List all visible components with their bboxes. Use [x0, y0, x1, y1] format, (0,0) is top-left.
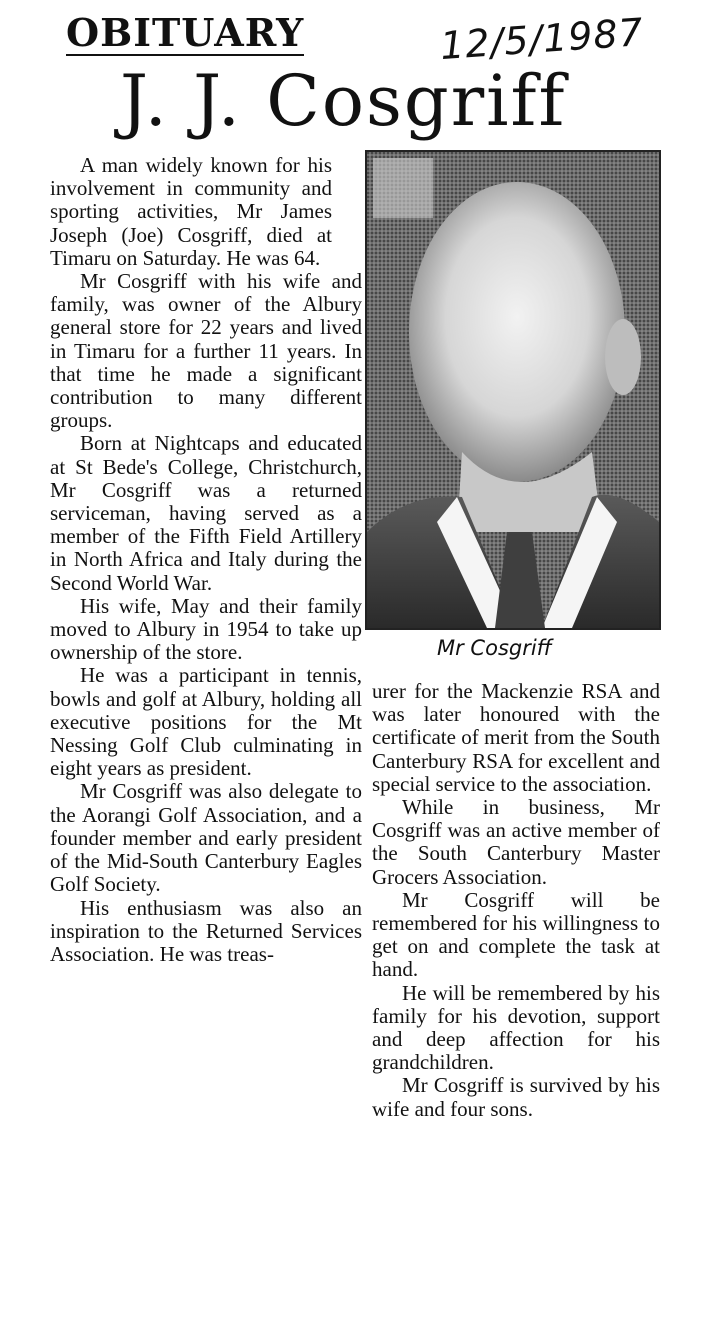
photo-caption: Mr Cosgriff: [437, 636, 552, 660]
paragraph: Mr Cosgriff with his wife and family, was owner of the Albury general store for 22 years and lived in Timaru for a further 11 years. In that time he made a significant contribution to many different groups.: [50, 269, 362, 433]
handwritten-date: 12/5/1987: [438, 9, 646, 69]
paragraph: Mr Cosgriff is survived by his wife and four sons.: [372, 1073, 660, 1121]
portrait-image: [367, 152, 659, 628]
paragraph: His wife, May and their family moved to Albury in 1954 to take up ownership of the store.: [50, 593, 362, 665]
article-column-2: [372, 680, 660, 1121]
paragraph: He will be remembered by his family for his devotion, support and deep affection for his grandchildren.: [372, 980, 660, 1075]
portrait-photo: [365, 150, 661, 630]
paragraph: Mr Cosgriff was also delegate to the Aorangi Golf Association, and a founder member and early president of the Mid-South Canterbury Eagles Golf Society.: [50, 779, 362, 897]
headline: J. J. Cosgriff: [120, 60, 567, 142]
paragraph: His enthusiasm was also an inspiration to the Returned Services Association. He was treas-: [50, 895, 362, 966]
paragraph: A man widely known for his involvement in community and sporting activities, Mr James Joseph (Joe) Cosgriff, died at Timaru on Saturday. He was 64.: [50, 153, 332, 270]
paragraph: He was a participant in tennis, bowls and golf at Albury, holding all executive positions for the Mt Nessing Golf Club culminating in eight years as president.: [50, 663, 362, 781]
article-column-1: [50, 154, 362, 966]
paragraph: urer for the Mackenzie RSA and was later honoured with the certificate of merit from the South Canterbury RSA for excellent and special service to the association.: [372, 679, 660, 796]
paragraph: While in business, Mr Cosgriff was an active member of the South Canterbury Master Grocers Association.: [372, 795, 660, 889]
obituary-kicker: OBITUARY: [66, 10, 305, 55]
paragraph: Born at Nightcaps and educated at St Bede's College, Christchurch, Mr Cosgriff was a returned serviceman, having served as a member of the Fifth Field Artillery in North Africa and Italy during the Second World War.: [50, 431, 362, 595]
paragraph: Mr Cosgriff will be remembered for his willingness to get on and complete the task at hand.: [372, 887, 660, 982]
